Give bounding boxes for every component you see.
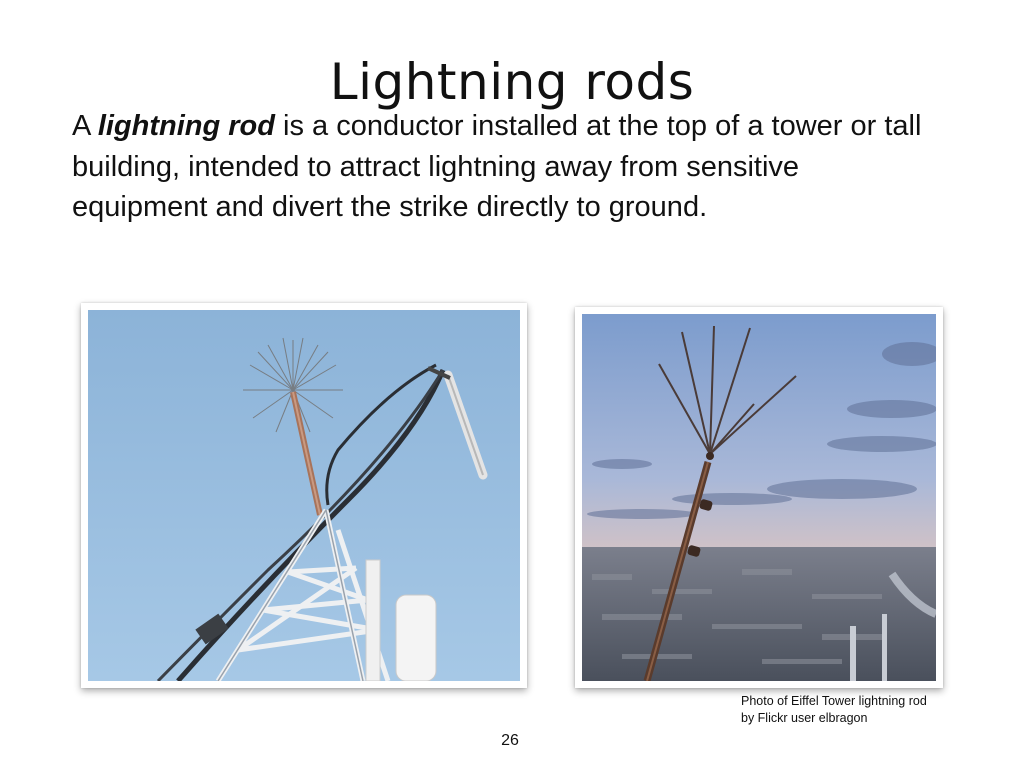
slide-body-text	[72, 106, 932, 228]
tower-lightning-rod-photo	[81, 303, 527, 688]
tower-photo-image	[88, 310, 520, 681]
page-number: 26	[501, 732, 519, 749]
slide-title: Lightning rods	[329, 53, 695, 111]
photo-caption	[741, 693, 941, 727]
caption-line-2: by Flickr user elbragon	[741, 711, 868, 725]
body-term: lightning rod	[97, 110, 275, 142]
caption-line-1: Photo of Eiffel Tower lightning rod	[741, 694, 927, 708]
eiffel-tower-lightning-rod-photo	[575, 307, 943, 688]
body-prefix: A	[72, 110, 98, 142]
eiffel-photo-image	[582, 314, 936, 681]
body-suffix: is a conductor installed at the top of a tower or tall building, intended to attract lightning away from sensitive equipment and divert the strike directly to ground.	[72, 110, 922, 223]
